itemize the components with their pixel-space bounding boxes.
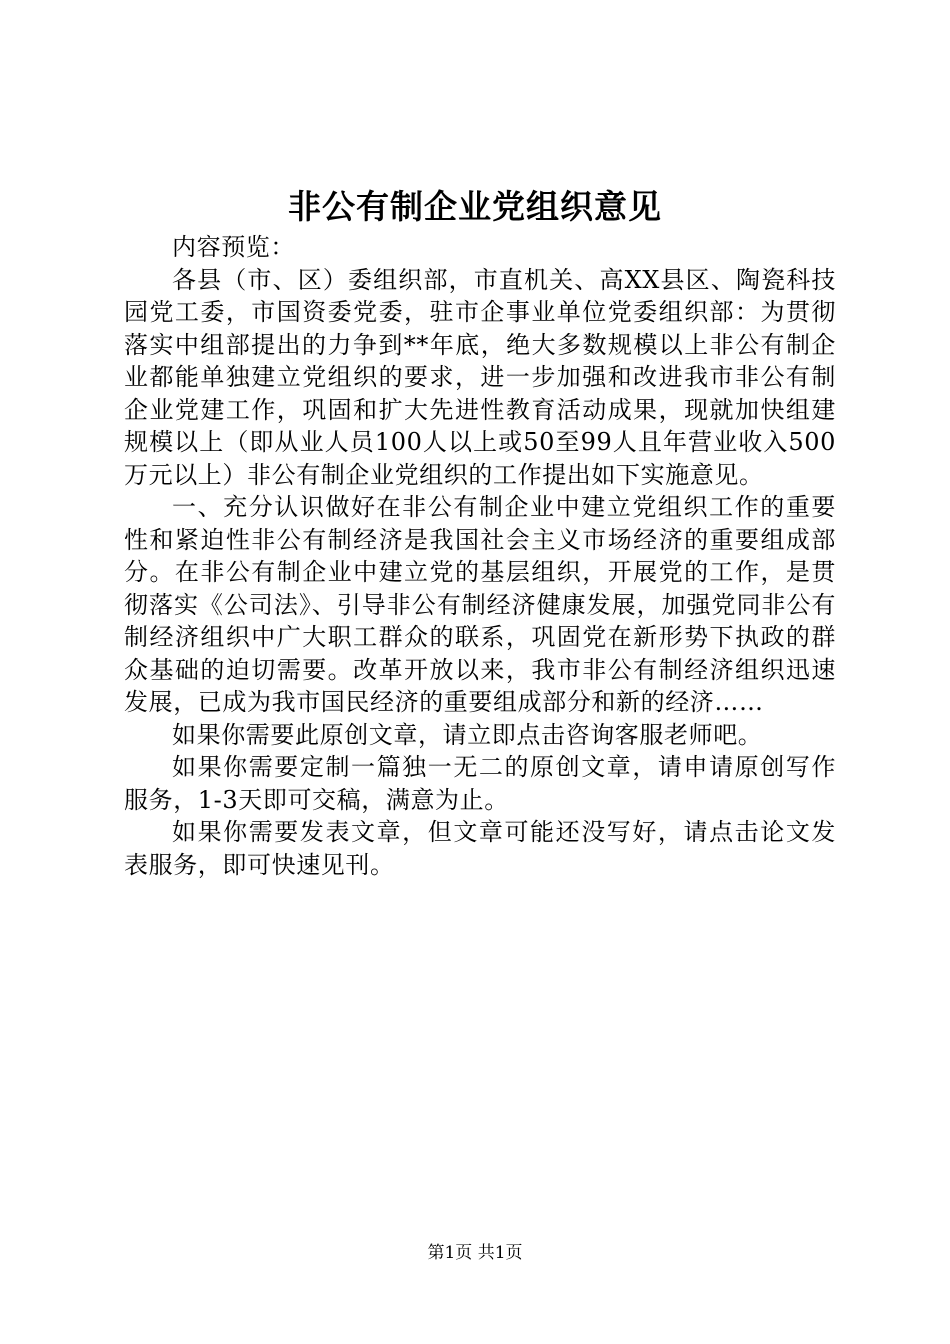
preview-label: 内容预览： [172, 233, 295, 261]
paragraph-intro: 各县（市、区）委组织部，市直机关、高XX县区、陶瓷科技园党工委，市国资委党委，驻市企事业单位党委组织部：为贯彻落实中组部提出的力争到**年底，绝大多数规模以上非公有制企业都能单独建立党组织的要求，进一步加强和改进我市非公有制企业党建工作，巩固和扩大先进性教育活动成果，现就加快组建规模以上（即从业人员100人以上或50至99人且年营业收入500万元以上）非公有制企业党组织的工作提出如下实施意见。 [124, 265, 836, 489]
paragraph-consult-link[interactable]: 如果你需要此原创文章，请立即点击咨询客服老师吧。 [172, 720, 763, 749]
document-body [124, 231, 836, 881]
paragraph-section-one: 一、充分认识做好在非公有制企业中建立党组织工作的重要性和紧迫性非公有制经济是我国社会主义市场经济的重要组成部分。在非公有制企业中建立党的基层组织，开展党的工作，是贯彻落实《公司法》、引导非公有制经济健康发展，加强党同非公有制经济组织中广大职工群众的联系，巩固党在新形势下执政的群众基础的迫切需要。改革开放以来，我市非公有制经济组织迅速发展，已成为我市国民经济的重要组成部分和新的经济…… [124, 493, 836, 716]
document-title: 非公有制企业党组织意见 [288, 187, 662, 226]
paragraph-publish-service[interactable]: 如果你需要发表文章，但文章可能还没写好，请点击论文发表服务，即可快速见刊。 [124, 818, 836, 879]
page-footer: 第1页 共1页 [427, 1243, 523, 1263]
paragraph-custom-writing[interactable]: 如果你需要定制一篇独一无二的原创文章，请申请原创写作服务，1-3天即可交稿，满意为止。 [124, 753, 836, 814]
